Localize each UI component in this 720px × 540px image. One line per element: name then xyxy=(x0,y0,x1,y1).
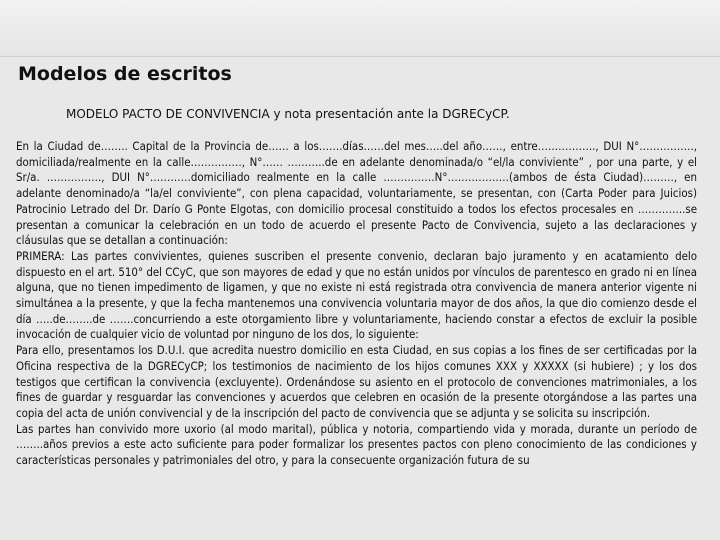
slide-title: Modelos de escritos xyxy=(18,63,232,85)
slide-subtitle: MODELO PACTO DE CONVIVENCIA y nota presentación ante la DGRECyCP. xyxy=(66,107,510,121)
paragraph-primera: PRIMERA: Las partes convivientes, quienes suscriben el presente convenio, declaran bajo juramento y en acatamiento delo dispuesto en el art. 510° del CCyC, que son mayores de edad y que no están unidos por vínculos de parentesco en grado ni en línea alguna, que no tienen impedimento de ligamen, y que no existe ni está registrada otra convivencia de manera anterior vigente ni simultánea a la presente, y que la fecha mantenemos una convivencia voluntaria mayor de dos años, la que dio comienzo desde el día …..de……..de …….concurriendo a este otorgamiento libre y voluntariamente, haciendo constar a efectos de excluir la posible invocación de cualquier vicio de voluntad por ninguno de los dos, lo siguiente: xyxy=(16,248,697,342)
slide-header-band xyxy=(0,0,720,56)
title-divider xyxy=(0,56,720,57)
paragraph-para-ello: Para ello, presentamos los D.U.I. que acredita nuestro domicilio en esta Ciudad, en sus copias a los fines de ser certificadas por la Oficina respectiva de la DGRECyCP; los testimonios de nacimiento de los hijos comunes XXX y XXXXX (si hubiere) ; y los dos testigos que certifican la convivencia (excluyente). Ordenándose su asiento en el protocolo de convenciones matrimoniales, a los fines de guardar y resguardar las convenciones y acuerdos que celebren en ocasión de la presente otorgándose a las partes una copia del acta de unión convivencial y de la inscripción del pacto de convivencia que se adjunta y se solicita su inscripción. xyxy=(16,343,697,420)
document-body xyxy=(16,139,697,540)
paragraph-las-partes: Las partes han convivido more uxorio (al modo marital), pública y notoria, compartiendo vida y morada, durante un período de ……..años previos a este acto suficiente para poder formalizar los presentes pactos con pleno conocimiento de las condiciones y características personales y patrimoniales del otro, y para la consecuente organización futura de su xyxy=(16,421,697,468)
paragraph-intro: En la Ciudad de…….. Capital de la Provincia de…… a los…….días……del mes…..del año……, entre…………….., DUI N°……………., domiciliada/realmente en la calle……………, N°…… ………..de en adelante denominada/o “el/la conviviente” , por una parte, y el Sr/a. ……………., DUI N°…………domiciliado realmente en la calle ……………N°………………(ambos de ésta Ciudad)………, en adelante denominado/a “la/el conviviente”, con plena capacidad, voluntariamente, se presentan, con (Carta Poder para Juicios) Patrocinio Letrado del Dr. Darío G Ponte Elgotas, con domicilio procesal constituido a todos los efectos procesales en …………..se presentan a comunicar la celebración en un todo de acuerdo el presente Pacto de Convivencia, sujeto a las declaraciones y cláusulas que se detallan a continuación: xyxy=(16,139,697,248)
